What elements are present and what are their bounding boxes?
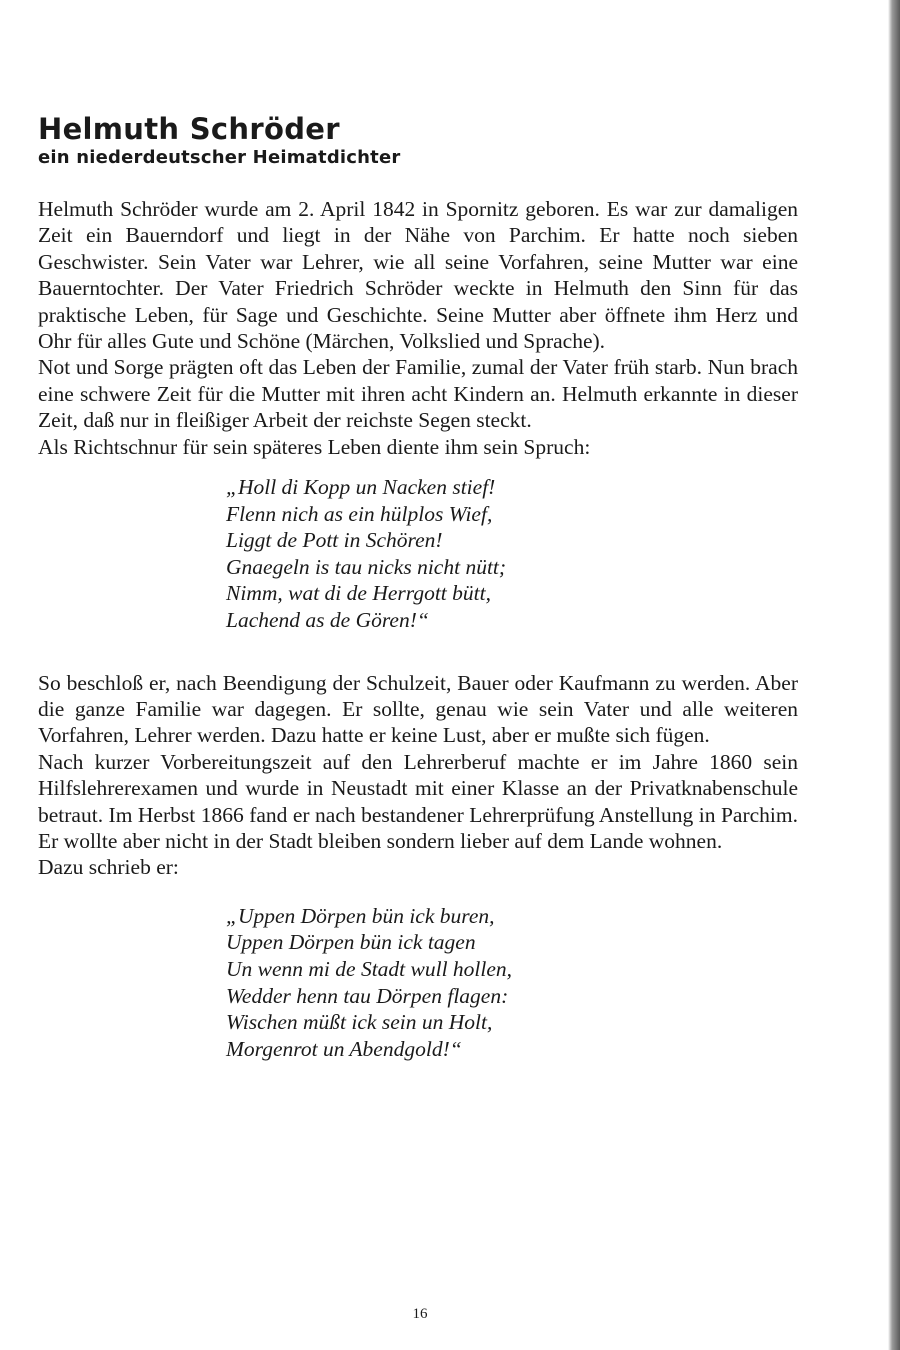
poem-line: Nimm, wat di de Herrgott bütt, <box>226 581 491 606</box>
poem-motto <box>226 474 798 634</box>
poem-line: Un wenn mi de Stadt wull hollen, <box>226 957 513 982</box>
poem-line: Lachend as de Gören!“ <box>226 608 429 633</box>
poem-village <box>226 903 798 1063</box>
page-edge-shadow <box>888 0 900 1350</box>
page-title: Helmuth Schröder <box>38 112 340 146</box>
poem-line: „Uppen Dörpen bün ick buren, <box>226 903 495 928</box>
poem-line: Wischen müßt ick sein un Holt, <box>226 1010 493 1035</box>
poem-line: „Holl di Kopp un Nacken stief! <box>226 475 496 500</box>
page-subtitle: ein niederdeutscher Heimatdichter <box>38 147 401 168</box>
paragraph-hardship: Not und Sorge prägten oft das Leben der Familie, zumal der Vater früh starb. Nun brach eine schwere Zeit für die Mutter mit ihren acht Kindern an. Helmuth erkannte in dieser Zeit, daß nur in fleißiger Arbeit der reichste Segen steckt. <box>38 355 798 433</box>
page-number: 16 <box>412 1306 428 1322</box>
paragraph-career-decision: So beschloß er, nach Beendigung der Schulzeit, Bauer oder Kaufmann zu werden. Aber die ganze Familie war dagegen. Er sollte, genau wie sein Vater und alle weiteren Vorfahren, Lehrer werden. Dazu hatte er keine Lust, aber er mußte sich fügen. <box>38 670 798 748</box>
document-page <box>38 112 798 1076</box>
paragraph-childhood: Helmuth Schröder wurde am 2. April 1842 in Spornitz geboren. Es war zur damaligen Zeit ein Bauerndorf und liegt in der Nähe von Parchim. Er hatte noch sieben Geschwister. Sein Vater war Lehrer, wie all seine Vorfahren, seine Mutter war eine Bauerntochter. Der Vater Friedrich Schröder weckte in Helmuth den Sinn für das praktische Leben, für Sage und Geschichte. Seine Mutter aber öffnete ihm Herz und Ohr für alles Gute und Schöne (Märchen, Volkslied und Sprache). <box>38 197 798 354</box>
poem-line: Morgenrot un Abendgold!“ <box>226 1036 462 1061</box>
poem-line: Wedder henn tau Dörpen flagen: <box>226 983 509 1008</box>
poem-line: Liggt de Pott in Schören! <box>226 528 443 553</box>
paragraph-poem-intro: Dazu schrieb er: <box>38 855 179 880</box>
poem-line: Flenn nich as ein hülplos Wief, <box>226 501 493 526</box>
paragraph-motto-intro: Als Richtschnur für sein späteres Leben diente ihm sein Spruch: <box>38 434 591 459</box>
poem-line: Uppen Dörpen bün ick tagen <box>226 930 476 955</box>
paragraph-teacher-career: Nach kurzer Vorbereitungszeit auf den Lehrerberuf machte er im Jahre 1860 sein Hilfslehrerexamen und wurde in Neustadt mit einer Klasse an der Privatknabenschule betraut. Im Herbst 1866 fand er nach bestandener Lehrerprüfung Anstellung in Parchim. Er wollte aber nicht in der Stadt bleiben sondern lieber auf dem Lande wohnen. <box>38 749 798 854</box>
poem-line: Gnaegeln is tau nicks nicht nütt; <box>226 554 507 579</box>
